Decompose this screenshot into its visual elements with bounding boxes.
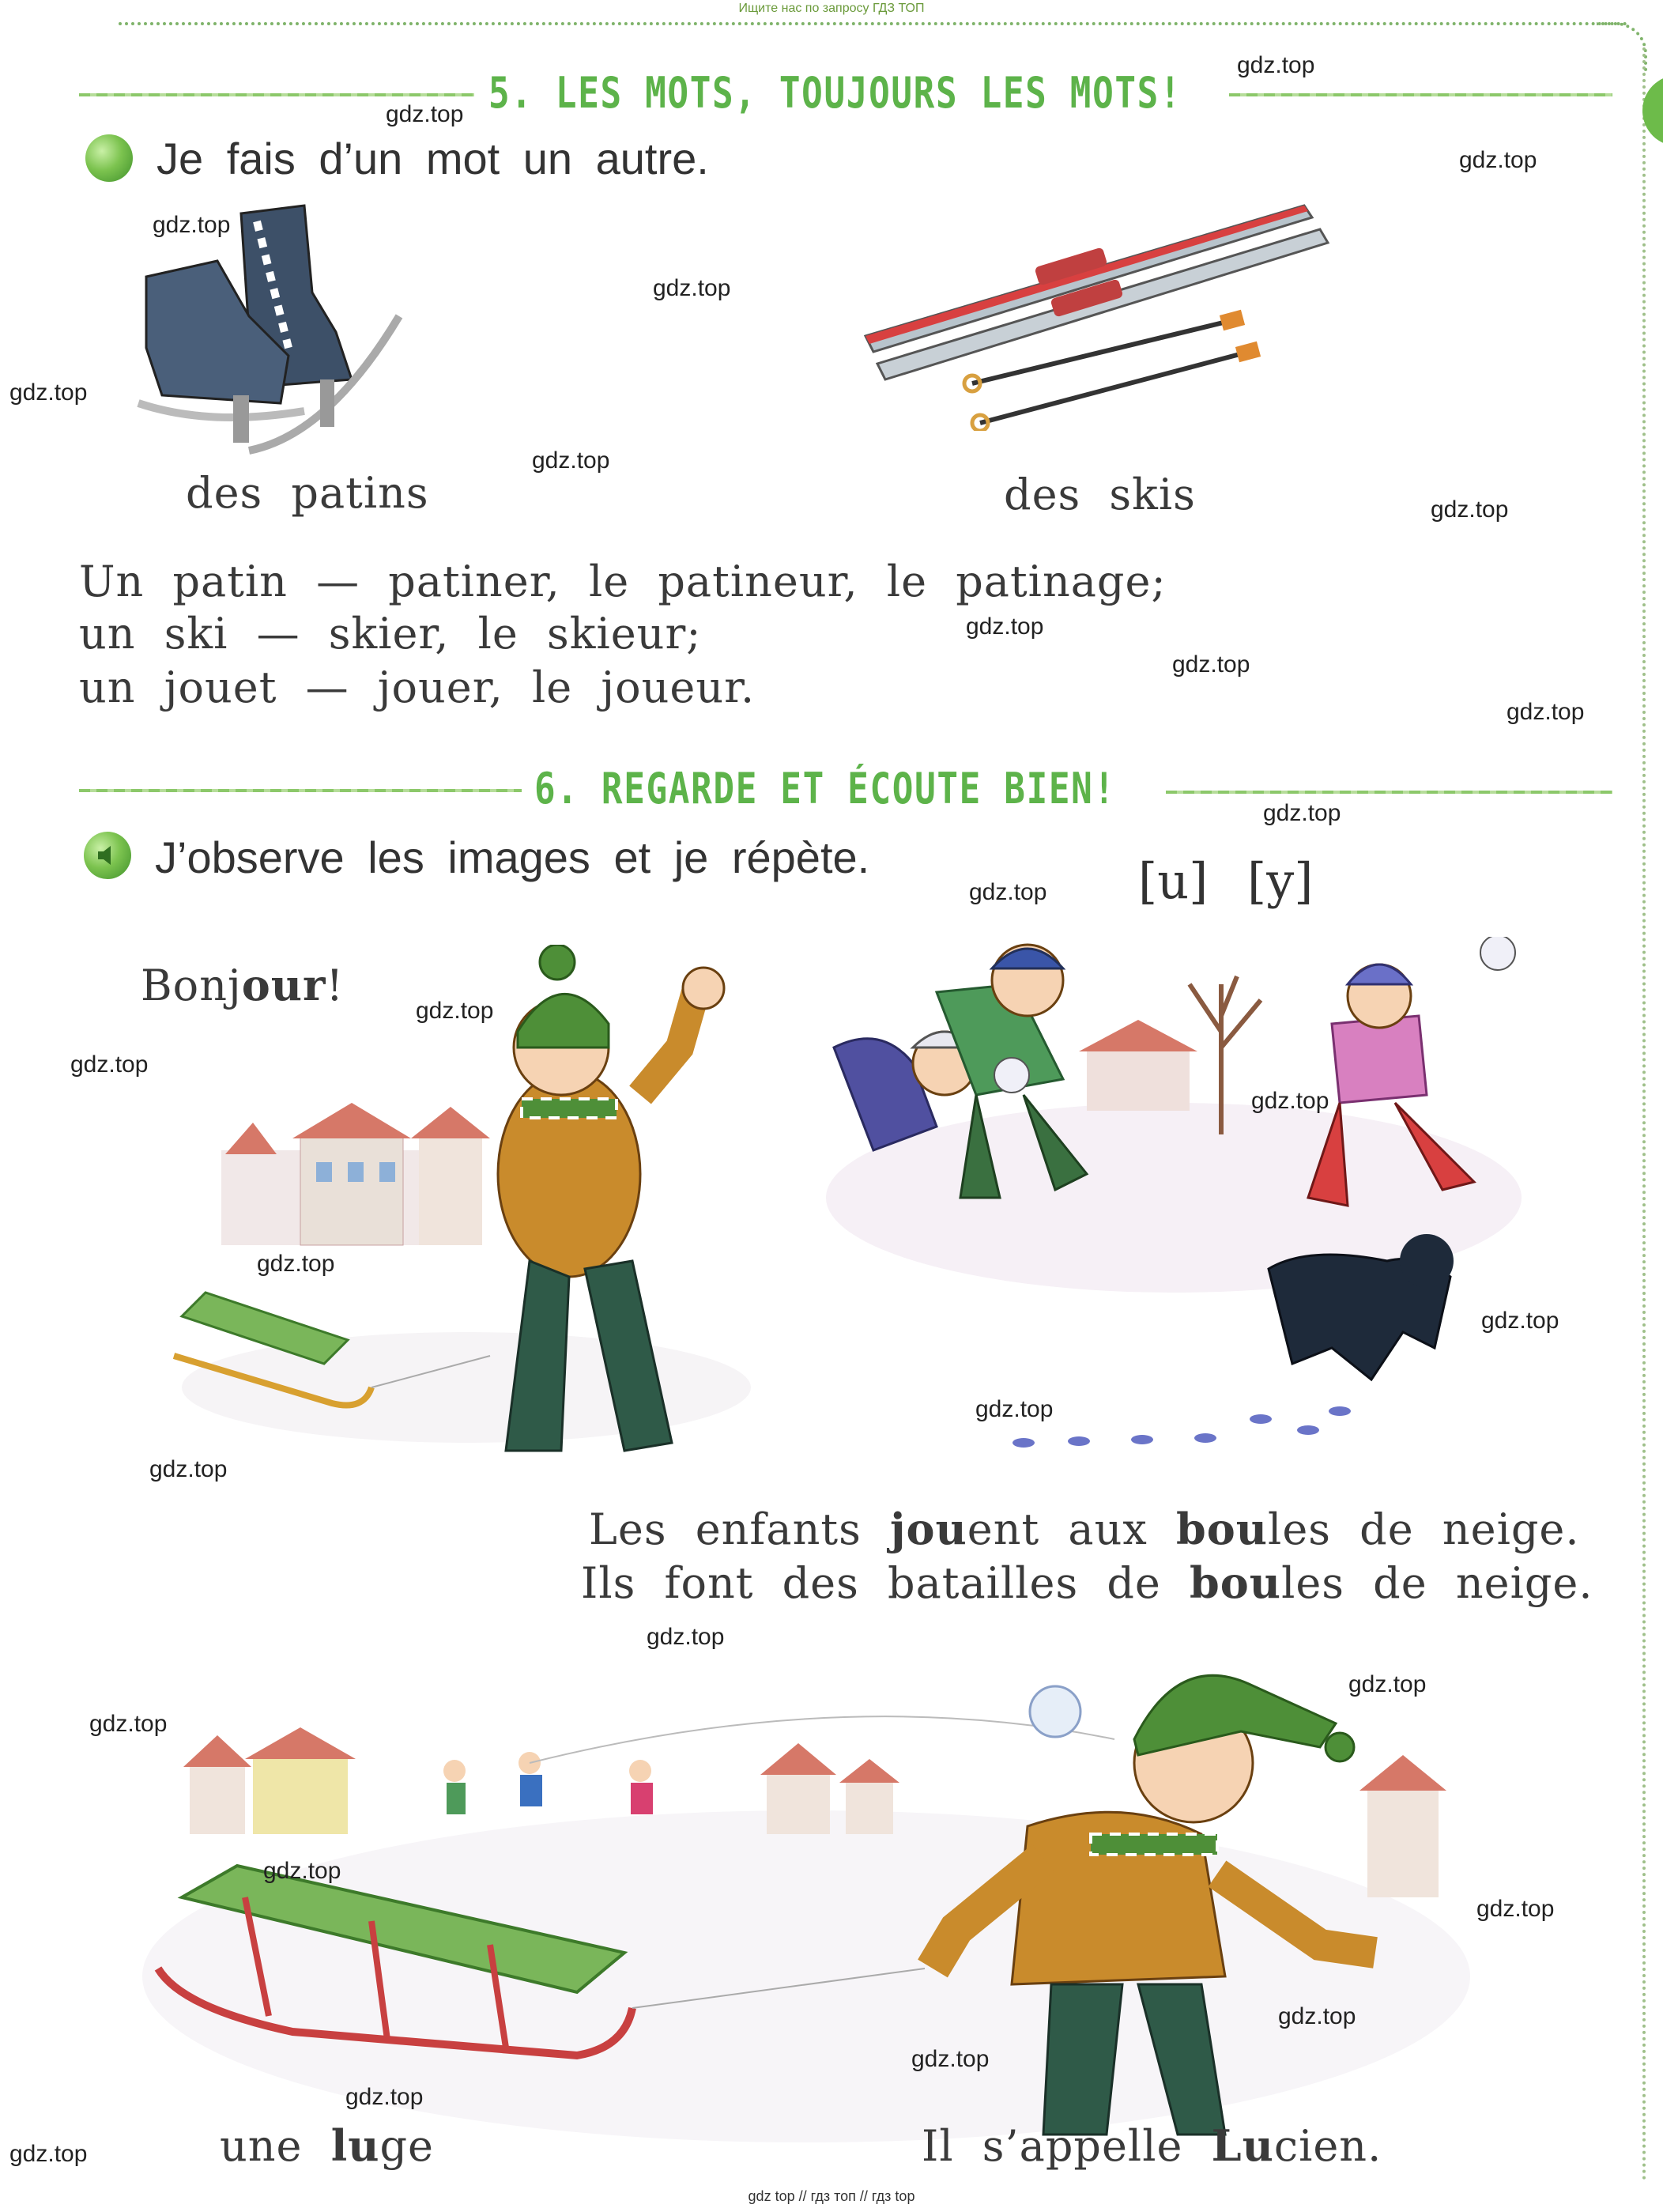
watermark: gdz.top (257, 1251, 335, 1277)
watermark: gdz.top (70, 1051, 149, 1078)
watermark: gdz.top (966, 613, 1044, 640)
word-line-2: un ski — skier, le skieur; (79, 609, 702, 659)
watermark: gdz.top (1348, 1671, 1427, 1697)
footer-watermark: gdz top // гдз топ // гдз top (748, 2188, 915, 2204)
watermark: gdz.top (9, 2141, 88, 2167)
caption-patins: des patins (186, 468, 429, 518)
watermark: gdz.top (153, 212, 231, 238)
watermark: gdz.top (1237, 52, 1315, 78)
watermark: gdz.top (1476, 1896, 1555, 1922)
top-banner: Ищите нас по запросу ГДЗ ТОП (738, 2, 925, 15)
section5-title: 5. LES MOTS, TOUJOURS LES MOTS! (488, 68, 1182, 118)
watermark: gdz.top (9, 379, 88, 406)
watermark: gdz.top (1172, 651, 1250, 678)
watermark: gdz.top (1263, 800, 1341, 826)
watermark: gdz.top (969, 879, 1047, 905)
watermark: gdz.top (149, 1456, 228, 1482)
section5-rule-left (79, 93, 474, 96)
watermark: gdz.top (911, 2046, 990, 2072)
watermark: gdz.top (345, 2084, 424, 2110)
watermark: gdz.top (647, 1624, 725, 1650)
page-border-top (119, 22, 1628, 25)
phonetic-symbols: [u] [y] (1138, 852, 1314, 910)
section6-rule-right (1166, 791, 1612, 794)
word-line-3: un jouet — jouer, le joueur. (79, 662, 756, 712)
skis-illustration (862, 202, 1336, 431)
watermark: gdz.top (386, 101, 464, 127)
page-border-right (1642, 47, 1646, 2182)
children-snowball-illustration (818, 937, 1529, 1451)
watermark: gdz.top (653, 275, 731, 301)
section5-rule-right (1229, 93, 1612, 96)
section6-instruction: J’observe les images et je répète. (155, 832, 870, 882)
section6-rule-left (79, 789, 522, 792)
sentence-2: Ils font des batailles de boules de neige. (581, 1557, 1593, 1608)
watermark: gdz.top (1431, 496, 1509, 523)
section5-instruction: Je fais d’un mot un autre. (156, 134, 709, 183)
lucien-sled-illustration (134, 1636, 1478, 2142)
sentence-1: Les enfants jouent aux boules de neige. (589, 1504, 1580, 1554)
watermark: gdz.top (1278, 2003, 1356, 2029)
watermark: gdz.top (1251, 1088, 1329, 1114)
watermark: gdz.top (532, 447, 610, 474)
bullet-icon (85, 134, 133, 182)
caption-lucien: Il s’appelle Lucien. (922, 2120, 1382, 2171)
watermark: gdz.top (1507, 699, 1585, 725)
watermark: gdz.top (416, 998, 494, 1024)
watermark: gdz.top (1481, 1308, 1559, 1334)
watermark: gdz.top (263, 1858, 341, 1884)
audio-icon[interactable] (84, 832, 131, 879)
word-line-1: Un patin — patiner, le patineur, le patinage; (79, 557, 1167, 606)
watermark: gdz.top (89, 1711, 168, 1737)
section6-title: 6. REGARDE ET ÉCOUTE BIEN! (534, 764, 1116, 813)
page-border-corner (1597, 22, 1647, 73)
caption-luge: une luge (220, 2120, 434, 2171)
watermark: gdz.top (975, 1396, 1054, 1422)
caption-skis: des skis (1004, 470, 1196, 519)
greeting-bonjour: Bonjour! (141, 960, 345, 1010)
watermark: gdz.top (1459, 147, 1537, 173)
